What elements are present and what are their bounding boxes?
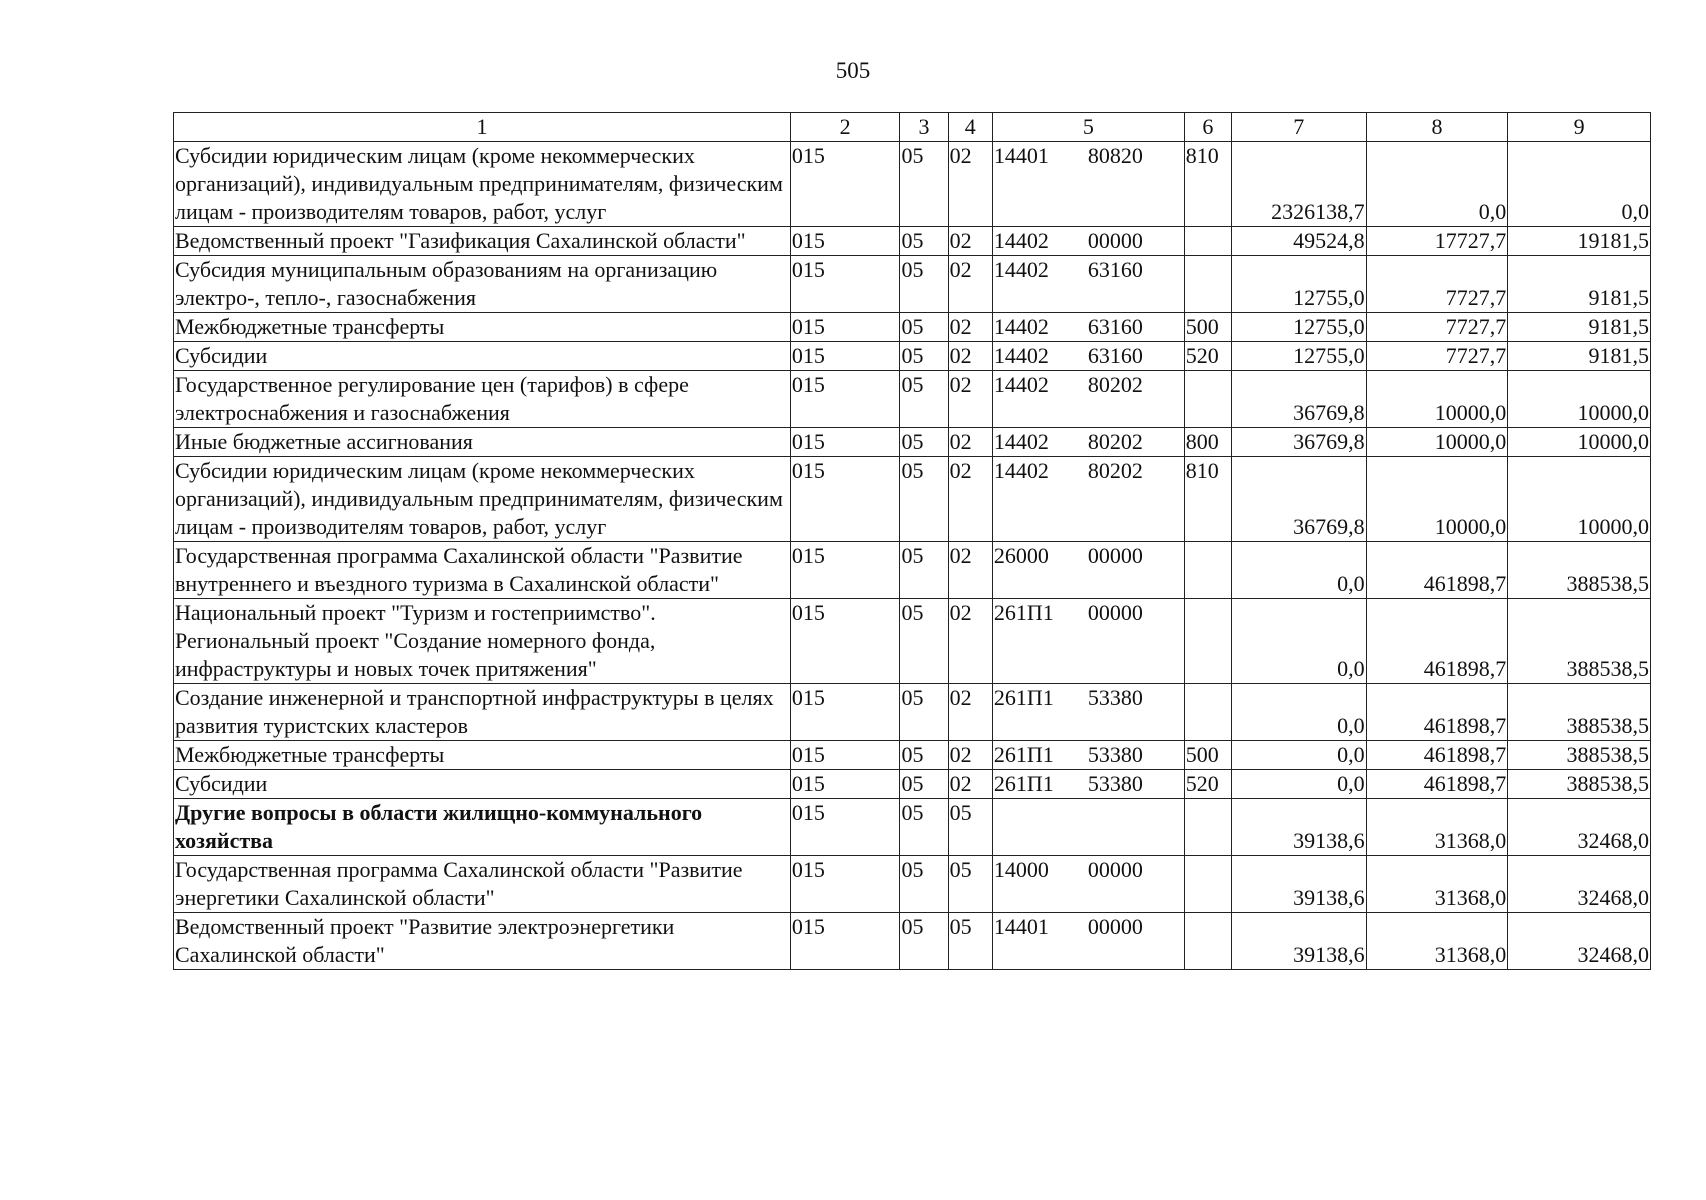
code-expense-type — [1184, 856, 1231, 913]
code-section: 05 — [900, 342, 948, 371]
code-admin: 015 — [790, 741, 900, 770]
code-target-program: 261П1 — [993, 600, 1054, 625]
code-subsection: 02 — [948, 457, 992, 542]
code-target — [992, 457, 1184, 542]
row-name: Межбюджетные трансферты — [174, 741, 791, 770]
code-target-program: 14402 — [993, 228, 1049, 253]
code-section: 05 — [900, 741, 948, 770]
code-subsection: 02 — [948, 256, 992, 313]
row-name: Ведомственный проект "Газификация Сахалинской области" — [174, 227, 791, 256]
code-target — [992, 913, 1184, 970]
code-target-program: 14401 — [993, 143, 1049, 168]
code-target-direction: 63160 — [1087, 314, 1143, 339]
amount-col-7: 39138,6 — [1231, 799, 1366, 856]
code-subsection: 02 — [948, 342, 992, 371]
code-expense-type — [1184, 256, 1231, 313]
code-subsection: 05 — [948, 856, 992, 913]
code-target-program: 26000 — [993, 543, 1049, 568]
row-name: Создание инженерной и транспортной инфраструктуры в целях развития туристских кластеров — [174, 684, 791, 741]
code-target-program: 261П1 — [993, 742, 1054, 767]
header-col-9: 9 — [1508, 113, 1651, 142]
code-admin: 015 — [790, 371, 900, 428]
amount-col-8: 7727,7 — [1366, 313, 1508, 342]
code-expense-type — [1184, 913, 1231, 970]
amount-col-9: 10000,0 — [1508, 457, 1651, 542]
amount-col-7: 12755,0 — [1231, 313, 1366, 342]
amount-col-9: 19181,5 — [1508, 227, 1651, 256]
header-col-6: 6 — [1184, 113, 1231, 142]
table-row — [174, 371, 1651, 428]
code-subsection: 02 — [948, 313, 992, 342]
table-row — [174, 256, 1651, 313]
code-target-direction: 00000 — [1087, 914, 1143, 939]
code-expense-type: 500 — [1184, 741, 1231, 770]
amount-col-9: 32468,0 — [1508, 913, 1651, 970]
code-target — [992, 741, 1184, 770]
code-target-program: 14000 — [993, 857, 1049, 882]
row-name: Межбюджетные трансферты — [174, 313, 791, 342]
code-section: 05 — [900, 684, 948, 741]
code-section: 05 — [900, 142, 948, 227]
amount-col-8: 31368,0 — [1366, 856, 1508, 913]
code-expense-type: 500 — [1184, 313, 1231, 342]
amount-col-9: 10000,0 — [1508, 428, 1651, 457]
amount-col-8: 461898,7 — [1366, 599, 1508, 684]
code-target-program: 14402 — [993, 343, 1049, 368]
row-name: Иные бюджетные ассигнования — [174, 428, 791, 457]
code-subsection: 02 — [948, 684, 992, 741]
code-admin: 015 — [790, 428, 900, 457]
code-subsection: 02 — [948, 599, 992, 684]
code-target-direction: 53380 — [1087, 685, 1143, 710]
code-section: 05 — [900, 227, 948, 256]
code-subsection: 02 — [948, 227, 992, 256]
amount-col-8: 10000,0 — [1366, 428, 1508, 457]
code-target-direction: 63160 — [1087, 343, 1143, 368]
code-section: 05 — [900, 313, 948, 342]
amount-col-7: 0,0 — [1231, 599, 1366, 684]
code-subsection: 02 — [948, 542, 992, 599]
code-expense-type — [1184, 227, 1231, 256]
amount-col-7: 0,0 — [1231, 684, 1366, 741]
code-section: 05 — [900, 599, 948, 684]
amount-col-9: 32468,0 — [1508, 856, 1651, 913]
code-section: 05 — [900, 428, 948, 457]
amount-col-8: 461898,7 — [1366, 684, 1508, 741]
row-name: Субсидия муниципальным образованиям на организацию электро-, тепло-, газоснабжения — [174, 256, 791, 313]
amount-col-8: 7727,7 — [1366, 256, 1508, 313]
code-section: 05 — [900, 371, 948, 428]
amount-col-7: 12755,0 — [1231, 256, 1366, 313]
amount-col-9: 32468,0 — [1508, 799, 1651, 856]
row-name: Другие вопросы в области жилищно-коммунального хозяйства — [174, 799, 791, 856]
code-expense-type — [1184, 684, 1231, 741]
header-col-2: 2 — [790, 113, 900, 142]
amount-col-9: 388538,5 — [1508, 599, 1651, 684]
header-row — [174, 113, 1651, 142]
code-expense-type: 520 — [1184, 342, 1231, 371]
code-target — [992, 256, 1184, 313]
table-row — [174, 684, 1651, 741]
code-subsection: 02 — [948, 770, 992, 799]
code-target-direction: 80202 — [1087, 458, 1143, 483]
code-admin: 015 — [790, 599, 900, 684]
code-target-program: 14402 — [993, 458, 1049, 483]
row-name: Государственное регулирование цен (тарифов) в сфере электроснабжения и газоснабжения — [174, 371, 791, 428]
budget-table — [173, 112, 1651, 970]
row-name: Государственная программа Сахалинской области "Развитие энергетики Сахалинской области" — [174, 856, 791, 913]
code-target-direction: 80202 — [1087, 372, 1143, 397]
amount-col-7: 0,0 — [1231, 741, 1366, 770]
code-target — [992, 342, 1184, 371]
code-target — [992, 227, 1184, 256]
code-subsection: 02 — [948, 371, 992, 428]
code-admin: 015 — [790, 313, 900, 342]
code-subsection: 02 — [948, 741, 992, 770]
amount-col-9: 0,0 — [1508, 142, 1651, 227]
code-target — [992, 856, 1184, 913]
code-target — [992, 371, 1184, 428]
amount-col-9: 388538,5 — [1508, 542, 1651, 599]
row-name: Субсидии юридическим лицам (кроме некоммерческих организаций), индивидуальным предпринимателям, физическим лицам - производителям товаров, работ, услуг — [174, 457, 791, 542]
code-target-direction: 53380 — [1087, 742, 1143, 767]
code-admin: 015 — [790, 227, 900, 256]
code-target-direction: 00000 — [1087, 857, 1143, 882]
amount-col-7: 12755,0 — [1231, 342, 1366, 371]
code-admin: 015 — [790, 142, 900, 227]
table-body — [174, 142, 1651, 970]
row-name: Субсидии — [174, 770, 791, 799]
code-target — [992, 684, 1184, 741]
code-subsection: 02 — [948, 142, 992, 227]
code-subsection: 05 — [948, 913, 992, 970]
amount-col-7: 36769,8 — [1231, 428, 1366, 457]
code-target-program: 14402 — [993, 429, 1049, 454]
table-row — [174, 227, 1651, 256]
amount-col-8: 461898,7 — [1366, 542, 1508, 599]
table-row — [174, 856, 1651, 913]
code-target-direction: 53380 — [1087, 771, 1143, 796]
amount-col-7: 39138,6 — [1231, 856, 1366, 913]
header-col-3: 3 — [900, 113, 948, 142]
amount-col-9: 9181,5 — [1508, 313, 1651, 342]
table-row — [174, 770, 1651, 799]
code-target — [992, 313, 1184, 342]
table-row — [174, 313, 1651, 342]
header-col-7: 7 — [1231, 113, 1366, 142]
amount-col-8: 461898,7 — [1366, 770, 1508, 799]
code-target-direction: 00000 — [1087, 228, 1143, 253]
code-admin: 015 — [790, 342, 900, 371]
code-target-direction: 00000 — [1087, 600, 1143, 625]
header-col-4: 4 — [948, 113, 992, 142]
code-expense-type: 810 — [1184, 457, 1231, 542]
code-admin: 015 — [790, 913, 900, 970]
amount-col-9: 388538,5 — [1508, 770, 1651, 799]
row-name: Субсидии — [174, 342, 791, 371]
code-target-program: 14402 — [993, 314, 1049, 339]
table-row — [174, 542, 1651, 599]
table-row — [174, 342, 1651, 371]
table-row — [174, 428, 1651, 457]
code-admin: 015 — [790, 770, 900, 799]
row-name: Субсидии юридическим лицам (кроме некоммерческих организаций), индивидуальным предпринимателям, физическим лицам - производителям товаров, работ, услуг — [174, 142, 791, 227]
amount-col-8: 7727,7 — [1366, 342, 1508, 371]
table-row — [174, 599, 1651, 684]
code-section: 05 — [900, 542, 948, 599]
amount-col-9: 388538,5 — [1508, 741, 1651, 770]
code-target-direction: 00000 — [1087, 543, 1143, 568]
table-row — [174, 457, 1651, 542]
row-name: Государственная программа Сахалинской области "Развитие внутреннего и въездного туризма в Сахалинской области" — [174, 542, 791, 599]
code-target — [992, 428, 1184, 457]
table-row — [174, 913, 1651, 970]
code-expense-type: 810 — [1184, 142, 1231, 227]
code-admin: 015 — [790, 799, 900, 856]
code-target-program: 261П1 — [993, 685, 1054, 710]
code-expense-type: 800 — [1184, 428, 1231, 457]
code-admin: 015 — [790, 856, 900, 913]
header-col-8: 8 — [1366, 113, 1508, 142]
amount-col-8: 31368,0 — [1366, 913, 1508, 970]
amount-col-9: 9181,5 — [1508, 342, 1651, 371]
code-target-direction: 63160 — [1087, 257, 1143, 282]
table-row — [174, 799, 1651, 856]
header-col-5: 5 — [992, 113, 1184, 142]
row-name: Национальный проект "Туризм и гостеприимство". Региональный проект "Создание номерного фонда, инфраструктуры и новых точек притяжения" — [174, 599, 791, 684]
page-number: 505 — [835, 58, 871, 83]
code-target — [992, 799, 1184, 856]
code-admin: 015 — [790, 457, 900, 542]
amount-col-8: 10000,0 — [1366, 457, 1508, 542]
amount-col-9: 10000,0 — [1508, 371, 1651, 428]
amount-col-9: 388538,5 — [1508, 684, 1651, 741]
table-row — [174, 741, 1651, 770]
code-admin: 015 — [790, 542, 900, 599]
amount-col-7: 39138,6 — [1231, 913, 1366, 970]
code-target-program: 14402 — [993, 257, 1049, 282]
header-col-1: 1 — [174, 113, 791, 142]
code-subsection: 05 — [948, 799, 992, 856]
code-target — [992, 142, 1184, 227]
code-section: 05 — [900, 799, 948, 856]
table-row — [174, 142, 1651, 227]
code-admin: 015 — [790, 684, 900, 741]
code-expense-type — [1184, 799, 1231, 856]
code-section: 05 — [900, 913, 948, 970]
code-expense-type: 520 — [1184, 770, 1231, 799]
amount-col-7: 0,0 — [1231, 770, 1366, 799]
amount-col-7: 2326138,7 — [1231, 142, 1366, 227]
code-admin: 015 — [790, 256, 900, 313]
code-section: 05 — [900, 770, 948, 799]
code-subsection: 02 — [948, 428, 992, 457]
code-section: 05 — [900, 457, 948, 542]
amount-col-8: 10000,0 — [1366, 371, 1508, 428]
code-section: 05 — [900, 256, 948, 313]
code-expense-type — [1184, 371, 1231, 428]
amount-col-7: 36769,8 — [1231, 371, 1366, 428]
row-name: Ведомственный проект "Развитие электроэнергетики Сахалинской области" — [174, 913, 791, 970]
code-target-direction: 80202 — [1087, 429, 1143, 454]
amount-col-8: 17727,7 — [1366, 227, 1508, 256]
code-target-program: 14401 — [993, 914, 1049, 939]
code-target-program: 14402 — [993, 372, 1049, 397]
amount-col-8: 461898,7 — [1366, 741, 1508, 770]
amount-col-7: 0,0 — [1231, 542, 1366, 599]
code-target — [992, 770, 1184, 799]
amount-col-9: 9181,5 — [1508, 256, 1651, 313]
code-target — [992, 542, 1184, 599]
amount-col-8: 0,0 — [1366, 142, 1508, 227]
code-section: 05 — [900, 856, 948, 913]
code-expense-type — [1184, 542, 1231, 599]
code-expense-type — [1184, 599, 1231, 684]
code-target — [992, 599, 1184, 684]
amount-col-7: 49524,8 — [1231, 227, 1366, 256]
code-target-direction: 80820 — [1087, 143, 1143, 168]
amount-col-7: 36769,8 — [1231, 457, 1366, 542]
code-target-program: 261П1 — [993, 771, 1054, 796]
amount-col-8: 31368,0 — [1366, 799, 1508, 856]
